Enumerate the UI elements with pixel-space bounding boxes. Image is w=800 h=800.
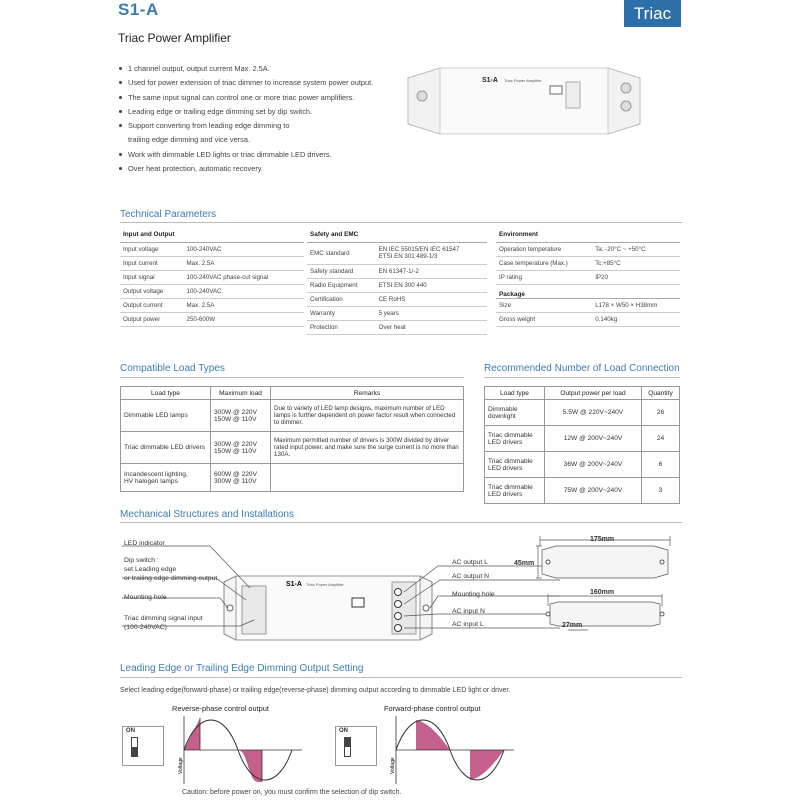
feature-item: trailing edge dimming and vice versa. <box>128 135 251 145</box>
cell: Over heat <box>376 320 487 334</box>
cell: 75W @ 200V~240V <box>545 478 642 504</box>
cell: 3 <box>642 478 680 504</box>
cell: Operation temperature <box>496 242 592 256</box>
cell: 250-600W <box>184 312 305 326</box>
cell: Tc:+85°C <box>592 256 680 270</box>
cell: Safety standard <box>307 264 376 278</box>
environment-header: Environment <box>496 228 680 242</box>
safety-table <box>307 228 487 335</box>
label-led-indicator: LED indicator <box>124 540 165 547</box>
cell: EMC standard <box>307 242 376 264</box>
label-signal-input: Triac dimming signal input (100-240VAC) <box>124 615 203 631</box>
cell: Triac dimmable LED drivers <box>485 452 545 478</box>
cell: 600W @ 220V 300W @ 110V <box>211 464 271 492</box>
cell: Triac dimmable LED drivers <box>121 432 211 464</box>
cell: Max. 2.5A <box>184 298 305 312</box>
mechanical-diagram <box>120 530 560 642</box>
column-header: Load type <box>485 387 545 400</box>
cell: 100-240VAC <box>184 242 305 256</box>
divider <box>484 377 680 378</box>
dim-width: 27mm <box>562 622 583 629</box>
dim-hole-spacing: 160mm <box>590 589 615 596</box>
feature-item: The same input signal can control one or more triac power amplifiers. <box>118 91 408 105</box>
switch-on-label: ON <box>339 728 348 734</box>
environment-table <box>496 228 680 327</box>
reverse-phase-title: Reverse-phase control output <box>172 704 269 713</box>
dimension-drawing <box>510 530 685 642</box>
column-header: Load type <box>121 387 211 400</box>
feature-item: Leading edge or trailing edge dimming set by dip switch. <box>118 105 408 119</box>
cell: Gross weight <box>496 312 592 326</box>
cell: Ta: -20°C ~ +50°C <box>592 242 680 256</box>
column-header: Remarks <box>271 387 464 400</box>
label-dip-switch: Dip switch : set Leading edge or trailing edge dimming output <box>124 557 218 582</box>
recommend-title: Recommended Number of Load Connection <box>484 363 680 374</box>
cell: 300W @ 220V 150W @ 110V <box>211 400 271 432</box>
cell: 100-240VAC phase-cut signal <box>184 270 305 284</box>
cell: Output voltage <box>120 284 184 298</box>
voltage-axis-label: Voltage <box>178 757 184 774</box>
dim-height: 45mm <box>514 560 535 567</box>
cell <box>271 464 464 492</box>
cell: Triac dimmable LED drivers <box>485 426 545 452</box>
cell: 300W @ 220V 150W @ 110V <box>211 432 271 464</box>
package-header: Package <box>496 284 680 298</box>
cell: Input signal <box>120 270 184 284</box>
model-title: S1-A <box>118 0 159 19</box>
label-ac-output-l: AC output L <box>452 559 488 566</box>
switch-knob <box>345 738 350 747</box>
column-header: Output power per load <box>545 387 642 400</box>
switch-on-label: ON <box>126 728 135 734</box>
forward-phase-title: Forward-phase control output <box>384 704 481 713</box>
cell: 5.5W @ 220V~240V <box>545 400 642 426</box>
divider <box>120 522 682 523</box>
safety-header: Safety and EMC <box>307 228 487 242</box>
io-table <box>120 228 304 327</box>
cell: IP20 <box>592 270 680 284</box>
cell: 0.140kg <box>592 312 680 326</box>
label-mounting-hole-right: Mounting hole <box>452 591 495 598</box>
compat-title: Compatible Load Types <box>120 363 225 374</box>
cell: Max. 2.5A <box>184 256 305 270</box>
cell: ETSI EN 300 440 <box>376 278 487 292</box>
cell: Input current <box>120 256 184 270</box>
cell: 100-240VAC <box>184 284 305 298</box>
recommend-table <box>484 386 680 504</box>
feature-item: 1 channel output, output current Max. 2.5A. <box>118 62 408 76</box>
io-header: Input and Output <box>120 228 304 242</box>
cell: L178 × W50 × H38mm <box>592 298 680 312</box>
dimming-description: Select leading edge(forward-phase) or trailing edge(reverse-phase) dimming output according to dimmable LED light or driver. <box>120 687 511 694</box>
feature-item: Support converting from leading edge dimming to <box>118 119 408 133</box>
dimming-title: Leading Edge or Trailing Edge Dimming Output Setting <box>120 663 364 674</box>
cell: Radio Equipment <box>307 278 376 292</box>
column-header: Maximum load <box>211 387 271 400</box>
device-name-label: Triac Power Amplifier <box>504 78 542 83</box>
cell: Output power <box>120 312 184 326</box>
cell: IP rating <box>496 270 592 284</box>
cell: Dimmable downlight <box>485 400 545 426</box>
cell: EN 61347-1/-2 <box>376 264 487 278</box>
cell: EN IEC 55015/EN IEC 61547 ETSI EN 301 489-1/3 <box>376 242 487 264</box>
switch-knob <box>132 747 137 756</box>
feature-list <box>118 62 408 176</box>
cell: Maximum permitted number of drivers is 300W divided by driver rated input power, and make sure the surge current is no more than 130A. <box>271 432 464 464</box>
cell: Due to variety of LED lamp designs, maximum number of LED lamps is further dependent on power factor result when connected to dimmer. <box>271 400 464 432</box>
cell: CE RoHS <box>376 292 487 306</box>
forward-phase-waveform <box>390 714 520 786</box>
cell: Size <box>496 298 592 312</box>
cell: 12W @ 200V~240V <box>545 426 642 452</box>
mech-title: Mechanical Structures and Installations <box>120 509 294 520</box>
cell: 6 <box>642 452 680 478</box>
feature-item: Over heat protection, automatic recovery. <box>118 162 408 176</box>
switch-slot <box>344 737 351 757</box>
device-model-label: S1-A <box>286 581 302 588</box>
cell: Input voltage <box>120 242 184 256</box>
cell: 5 years <box>376 306 487 320</box>
switch-slot <box>131 737 138 757</box>
divider <box>120 222 682 223</box>
compat-table <box>120 386 464 492</box>
label-mounting-hole-left: Mounting hole <box>124 594 167 601</box>
divider <box>120 677 682 678</box>
tech-title: Technical Parameters <box>120 209 217 220</box>
cell: Protection <box>307 320 376 334</box>
label-ac-input-n: AC input N <box>452 608 485 615</box>
cell: Case temperature (Max.) <box>496 256 592 270</box>
device-name-label: Triac Power Amplifier <box>306 582 344 587</box>
column-header: Quantity <box>642 387 680 400</box>
feature-item: Used for power extension of triac dimmer to increase system power output. <box>118 76 408 90</box>
voltage-axis-label: Voltage <box>390 757 396 774</box>
dip-switch-forward-icon <box>335 726 377 766</box>
dim-length: 175mm <box>590 536 615 543</box>
caution-note: Caution: before power on, you must confirm the selection of dip switch. <box>182 789 402 796</box>
device-model-label: S1-A <box>482 77 498 84</box>
cell: Triac dimmable LED drivers <box>485 478 545 504</box>
product-title: Triac Power Amplifier <box>118 31 231 45</box>
feature-item: Work with dimmable LED lights or triac dimmable LED drivers. <box>118 148 408 162</box>
divider <box>120 377 464 378</box>
cell: 24 <box>642 426 680 452</box>
cell: Incandescent lighting, HV halogen lamps <box>121 464 211 492</box>
cell: 26 <box>642 400 680 426</box>
category-badge: Triac <box>624 0 681 27</box>
label-ac-input-l: AC input L <box>452 621 484 628</box>
cell: 36W @ 200V~240V <box>545 452 642 478</box>
label-ac-output-n: AC output N <box>452 573 490 580</box>
cell: Output current <box>120 298 184 312</box>
dip-switch-reverse-icon <box>122 726 164 766</box>
cell: Dimmable LED lamps <box>121 400 211 432</box>
cell: Warranty <box>307 306 376 320</box>
cell: Certification <box>307 292 376 306</box>
reverse-phase-waveform <box>178 714 308 786</box>
product-image <box>400 58 650 140</box>
